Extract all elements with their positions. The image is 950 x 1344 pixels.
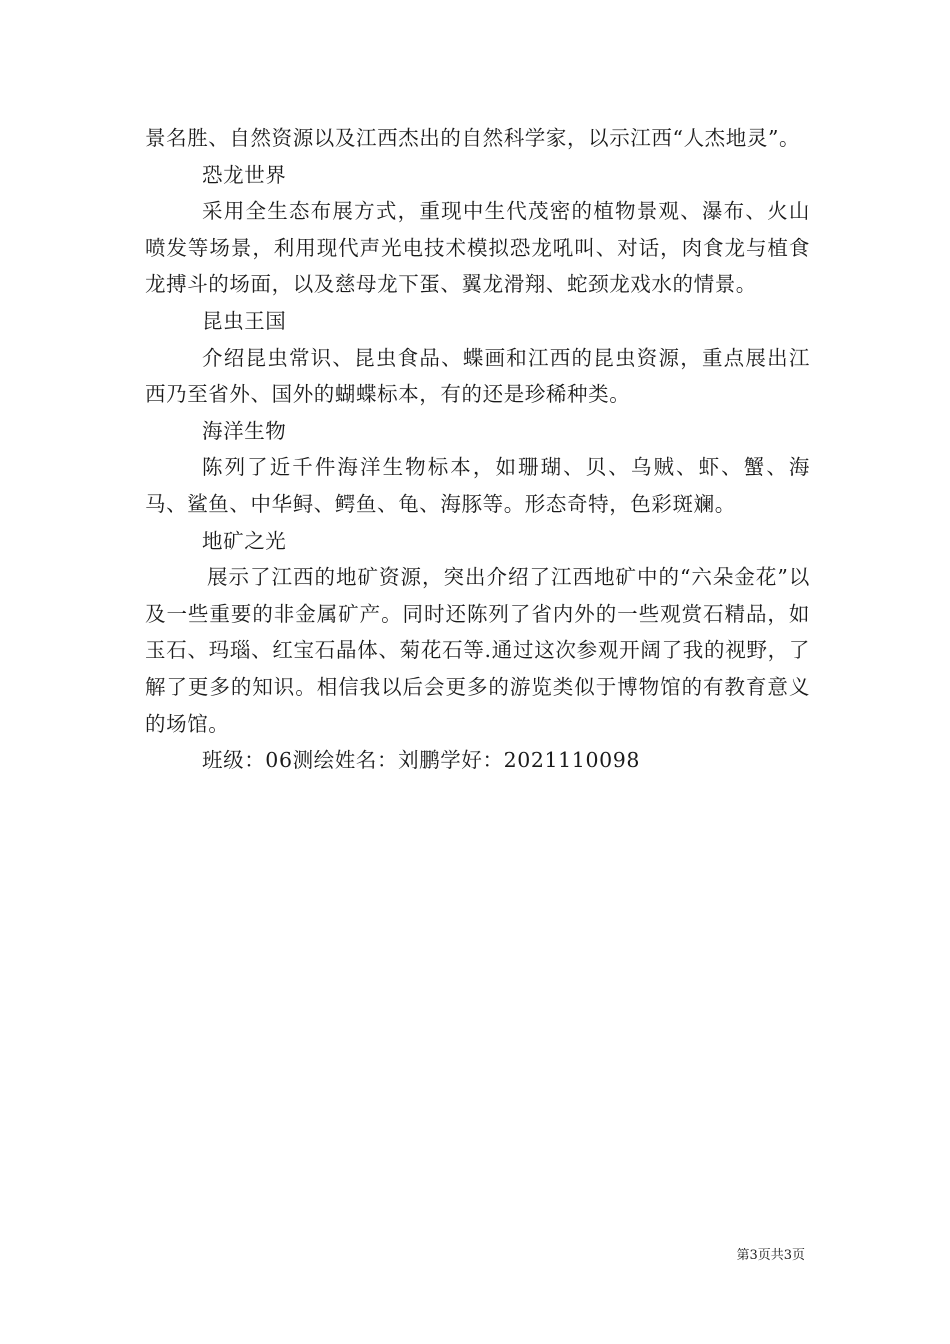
paragraph-insect-kingdom: 介绍昆虫常识、昆虫食品、蝶画和江西的昆虫资源，重点展出江西乃至省外、国外的蝴蝶标本，有的还是珍稀种类。 bbox=[145, 345, 810, 407]
page-number-footer: 第3页共3页 bbox=[736, 1248, 805, 1263]
paragraph-dinosaur-world: 采用全生态布展方式，重现中生代茂密的植物景观、瀑布、火山喷发等场景，利用现代声光电技术模拟恐龙吼叫、对话，肉食龙与植食龙搏斗的场面，以及慈母龙下蛋、翼龙滑翔、蛇颈龙戏水的情景。 bbox=[145, 199, 810, 297]
paragraph-continuation: 景名胜、自然资源以及江西杰出的自然科学家，以示江西“人杰地灵”。 bbox=[145, 126, 801, 150]
section-heading-mineral-light: 地矿之光 bbox=[202, 528, 287, 553]
section-heading-marine-life: 海洋生物 bbox=[202, 418, 287, 443]
section-heading-insect-kingdom: 昆虫王国 bbox=[202, 308, 287, 333]
paragraph-marine-life: 陈列了近千件海洋生物标本，如珊瑚、贝、乌贼、虾、蟹、海马、鲨鱼、中华鲟、鳄鱼、龟、海豚等。形态奇特，色彩斑斓。 bbox=[145, 455, 810, 516]
paragraph-signature: 班级：06测绘姓名：刘鹏学好：2021110098 bbox=[202, 748, 641, 773]
paragraph-mineral-light: 展示了江西的地矿资源，突出介绍了江西地矿中的“六朵金花”以及一些重要的非金属矿产。同时还陈列了省内外的一些观赏石精品，如玉石、玛瑙、红宝石晶体、菊花石等.通过这次参观开阔了我的视野，了解了更多的知识。相信我以后会更多的游览类似于博物馆的有教育意义的场馆。 bbox=[145, 565, 810, 736]
document-body bbox=[145, 120, 810, 779]
section-heading-dinosaur-world: 恐龙世界 bbox=[202, 162, 287, 187]
